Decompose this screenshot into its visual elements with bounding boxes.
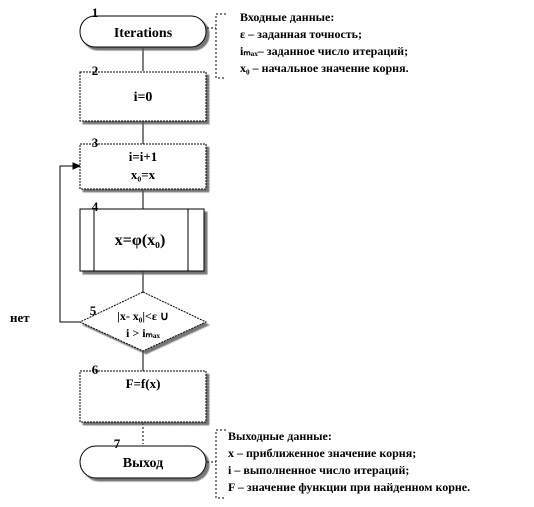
- block-exit-label: Выход: [122, 456, 164, 471]
- input-note: [207, 10, 409, 78]
- block-number-2: 2: [91, 63, 99, 78]
- block-function: [80, 362, 206, 422]
- loop-back-line: [60, 166, 80, 322]
- block-init: [80, 63, 206, 121]
- block-increment-line1: i=i+1: [128, 149, 158, 164]
- block-number-1: 1: [91, 5, 99, 20]
- input-note-line: x₀ – начальное значение корня.: [240, 61, 409, 75]
- output-note: [207, 429, 470, 498]
- block-decision-line1: |x- x₀|<ε ∪: [117, 309, 169, 323]
- output-note-line: i – выполненное число итераций;: [228, 463, 410, 477]
- block-init-label: i=0: [133, 90, 153, 105]
- block-decision-line2: i > iₘₐₓ: [126, 326, 160, 340]
- output-note-title: Выходные данные:: [228, 429, 332, 443]
- block-number-4: 4: [91, 199, 99, 214]
- output-note-line: x – приближенное значение корня;: [228, 446, 417, 460]
- block-exit: [80, 436, 206, 478]
- block-increment-line2: x₀=x: [130, 167, 156, 182]
- loop-arrowhead: [73, 163, 80, 169]
- input-note-line: iₘₐₓ– заданное число итераций;: [240, 44, 409, 58]
- block-number-6: 6: [91, 362, 99, 377]
- block-decision: [10, 292, 206, 351]
- decision-no-label: нет: [10, 310, 30, 325]
- block-compute-label: x=φ(x₀): [114, 232, 166, 249]
- block-start-label: Iterations: [113, 26, 173, 41]
- block-start: [80, 5, 206, 47]
- block-number-5: 5: [89, 303, 97, 318]
- block-number-7: 7: [113, 436, 121, 451]
- block-number-3: 3: [91, 135, 99, 150]
- block-function-label: F=f(x): [125, 376, 161, 391]
- input-note-title: Входные данные:: [240, 10, 335, 24]
- block-compute: [80, 199, 204, 271]
- input-note-line: ε – заданная точность;: [240, 27, 363, 41]
- output-note-line: F – значение функции при найденном корне.: [228, 480, 471, 494]
